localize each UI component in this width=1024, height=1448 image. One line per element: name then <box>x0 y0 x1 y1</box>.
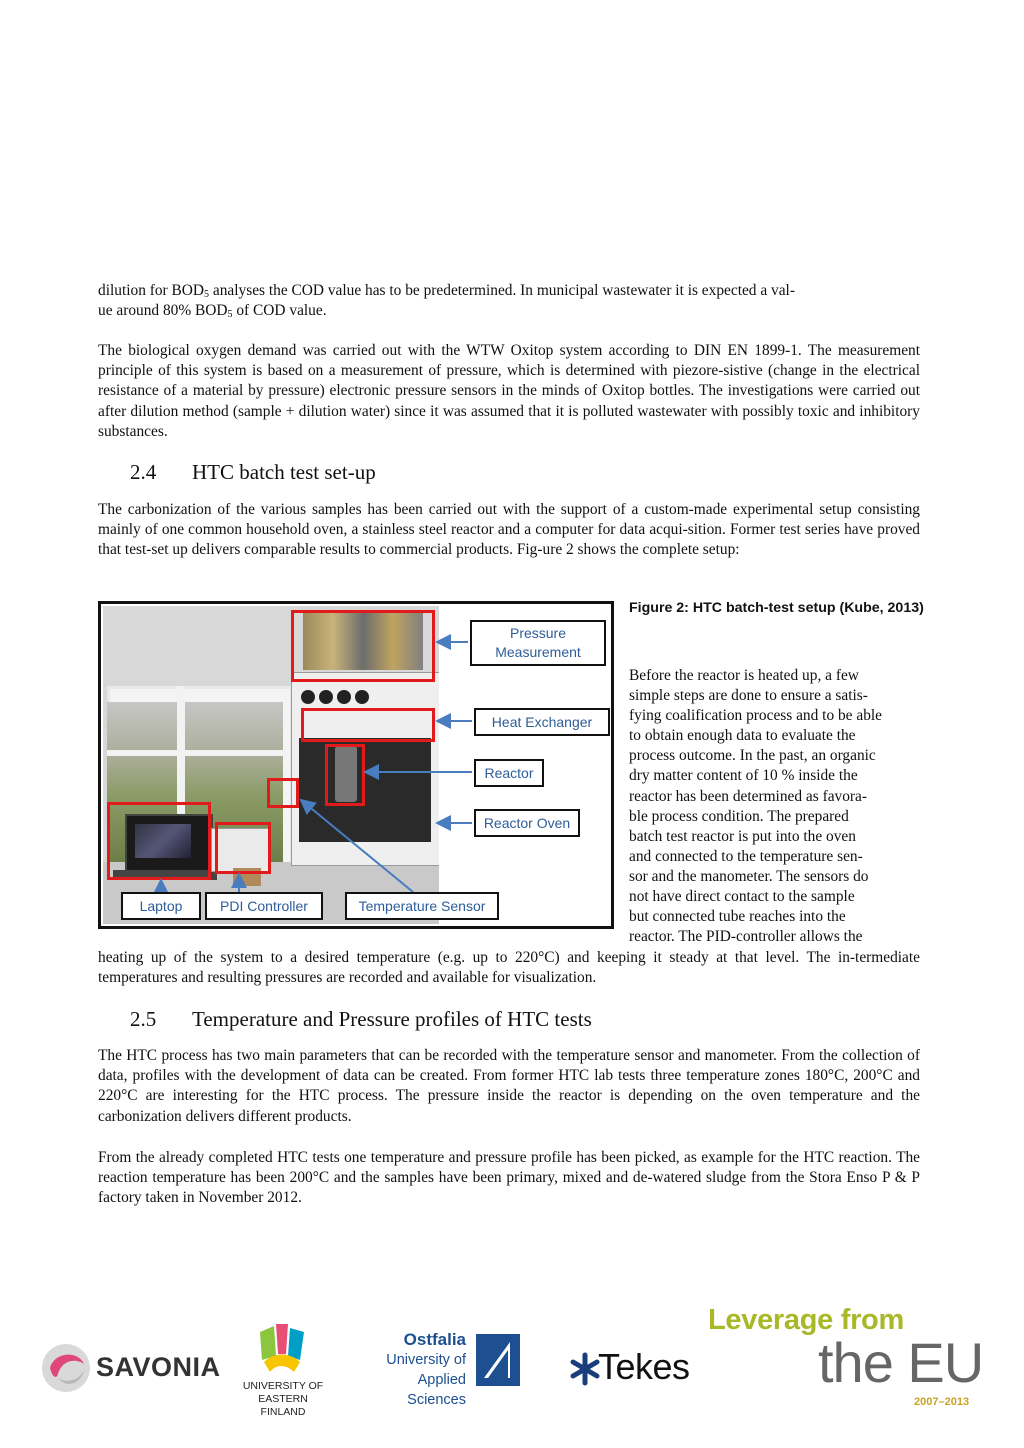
section-number: 2.4 <box>130 460 157 484</box>
text-line: reactor has been determined as favora- <box>629 787 867 805</box>
section-title: Temperature and Pressure profiles of HTC tests <box>192 1007 592 1031</box>
bod-paragraph <box>98 341 920 442</box>
subscript: 5 <box>227 309 233 321</box>
process-paragraph <box>98 1046 920 1127</box>
intro-paragraph <box>98 281 920 321</box>
text-line: simple steps are done to ensure a satis- <box>629 687 868 705</box>
callout-pressure-measurement <box>470 620 606 666</box>
eu-years: 2007–2013 <box>914 1396 970 1408</box>
text-line: but connected tube reaches into the <box>629 908 846 926</box>
text-line: sor and the manometer. The sensors do <box>629 867 869 885</box>
intro-text-a: dilution for BOD <box>98 282 205 299</box>
callout-label: Heat Exchanger <box>491 713 593 730</box>
ostfalia-line: Applied Sciences <box>407 1372 466 1408</box>
eu-slogan-line1: Leverage from <box>708 1304 904 1336</box>
callout-pdi-controller <box>205 892 323 920</box>
callout-label: PDI Controller <box>220 897 308 914</box>
uef-line: UNIVERSITY OF <box>242 1380 324 1392</box>
sponsor-logos <box>0 1300 1024 1420</box>
carbonization-text: The carbonization of the various samples has been carried out with the support of a custom-made experimental setup consisting mainly of one common household oven, a stainless steel reactor and a computer for data acqui-sition. Former test series have proved that test-set up delivers comparable results to commercial products. Fig-ure 2 shows the complete setup: <box>98 501 920 559</box>
heating-text: heating up of the system to a desired temperature (e.g. up to 220°C) and keeping it steady at that level. The in-termediate temperatures and resulting pressures are recorded and available for visualization. <box>98 949 920 987</box>
text-line: reactor. The PID-controller allows the <box>629 928 863 946</box>
uef-wordmark <box>238 1380 328 1419</box>
bod-text: The biological oxygen demand was carried out with the WTW Oxitop system according to DIN EN 1899-1. The measurement principle of this system is based on a measurement of pressure, which is determined with piezore-sistive (change in the electrical resistance of a material by pressure) electronic pressure sensors in the minds of Oxitop bottles. The investigations were carried out after dilution method (sample + dilution water) since it was assumed that it is polluted wastewater with possibly toxic and inhibitory substances. <box>98 342 920 440</box>
htc-setup-figure <box>98 601 614 929</box>
text-line: dry matter content of 10 % inside the <box>629 767 858 785</box>
callout-temperature-sensor <box>345 892 499 920</box>
eu-slogan-line2: the EU <box>818 1331 984 1394</box>
tekes-star-icon <box>570 1352 600 1386</box>
section-title: HTC batch test set-up <box>192 460 376 484</box>
carbonization-paragraph <box>98 500 920 561</box>
callout-reactor <box>474 759 544 787</box>
text-line: batch test reactor is put into the oven <box>629 827 856 845</box>
callout-label: Laptop <box>139 897 183 914</box>
callout-label: Reactor <box>484 764 534 781</box>
ostfalia-wordmark <box>356 1330 466 1410</box>
section-heading-2-5 <box>130 1006 592 1032</box>
section-heading-2-4 <box>130 459 376 485</box>
ostfalia-line: Ostfalia <box>403 1330 466 1349</box>
savonia-wordmark: SAVONIA <box>96 1352 221 1382</box>
text-line: Before the reactor is heated up, a few <box>629 667 859 684</box>
callout-heat-exchanger <box>474 708 610 736</box>
figure-side-text <box>629 666 929 947</box>
intro-text-d: of COD value. <box>232 302 327 320</box>
process-text: The HTC process has two main parameters that can be recorded with the temperature sensor and manometer. From the collection of data, profiles with the development of data can be created. From former HTC lab tests three temperature zones 180°C, 200°C and 220°C are interesting for the HTC process. The pressure inside the reactor is depending on the oven temperature and the carbonization delivers different products. <box>98 1047 920 1125</box>
uef-logo-icon <box>254 1322 310 1376</box>
profile-paragraph <box>98 1148 920 1209</box>
text-line: process outcome. In the past, an organic <box>629 747 876 765</box>
callout-reactor-oven <box>474 809 580 837</box>
intro-text-b: analyses the COD value has to be predetermined. In municipal wastewater it is expected a val- <box>209 282 795 299</box>
heating-paragraph <box>98 948 920 988</box>
callout-label: Pressure Measurement <box>495 625 581 660</box>
intro-text-c: ue around 80% BOD <box>98 302 228 320</box>
figure-caption: Figure 2: HTC batch-test setup (Kube, 2013) <box>629 600 924 616</box>
text-line: to obtain enough data to evaluate the <box>629 727 856 745</box>
section-number: 2.5 <box>130 1007 157 1031</box>
callout-label: Reactor Oven <box>483 814 571 831</box>
text-line: and connected to the temperature sen- <box>629 847 863 865</box>
callout-laptop <box>121 892 201 920</box>
text-line: not have direct contact to the sample <box>629 888 855 906</box>
text-line: ble process condition. The prepared <box>629 807 849 825</box>
text-line: fying coalification process and to be able <box>629 707 882 725</box>
ostfalia-line: University of <box>386 1352 466 1368</box>
callout-label: Temperature Sensor <box>358 897 486 914</box>
uef-line: EASTERN FINLAND <box>258 1393 308 1418</box>
subscript: 5 <box>204 289 210 300</box>
savonia-logo-icon <box>40 1342 92 1394</box>
profile-text: From the already completed HTC tests one temperature and pressure profile has been picked, as example for the HTC reaction. The reaction temperature has been 200°C and the samples have been primary, mixed and de-watered sludge from the Stora Enso P & P factory taken in November 2012. <box>98 1149 920 1207</box>
tekes-wordmark: Tekes <box>598 1346 690 1387</box>
ostfalia-logo-icon <box>474 1332 524 1388</box>
